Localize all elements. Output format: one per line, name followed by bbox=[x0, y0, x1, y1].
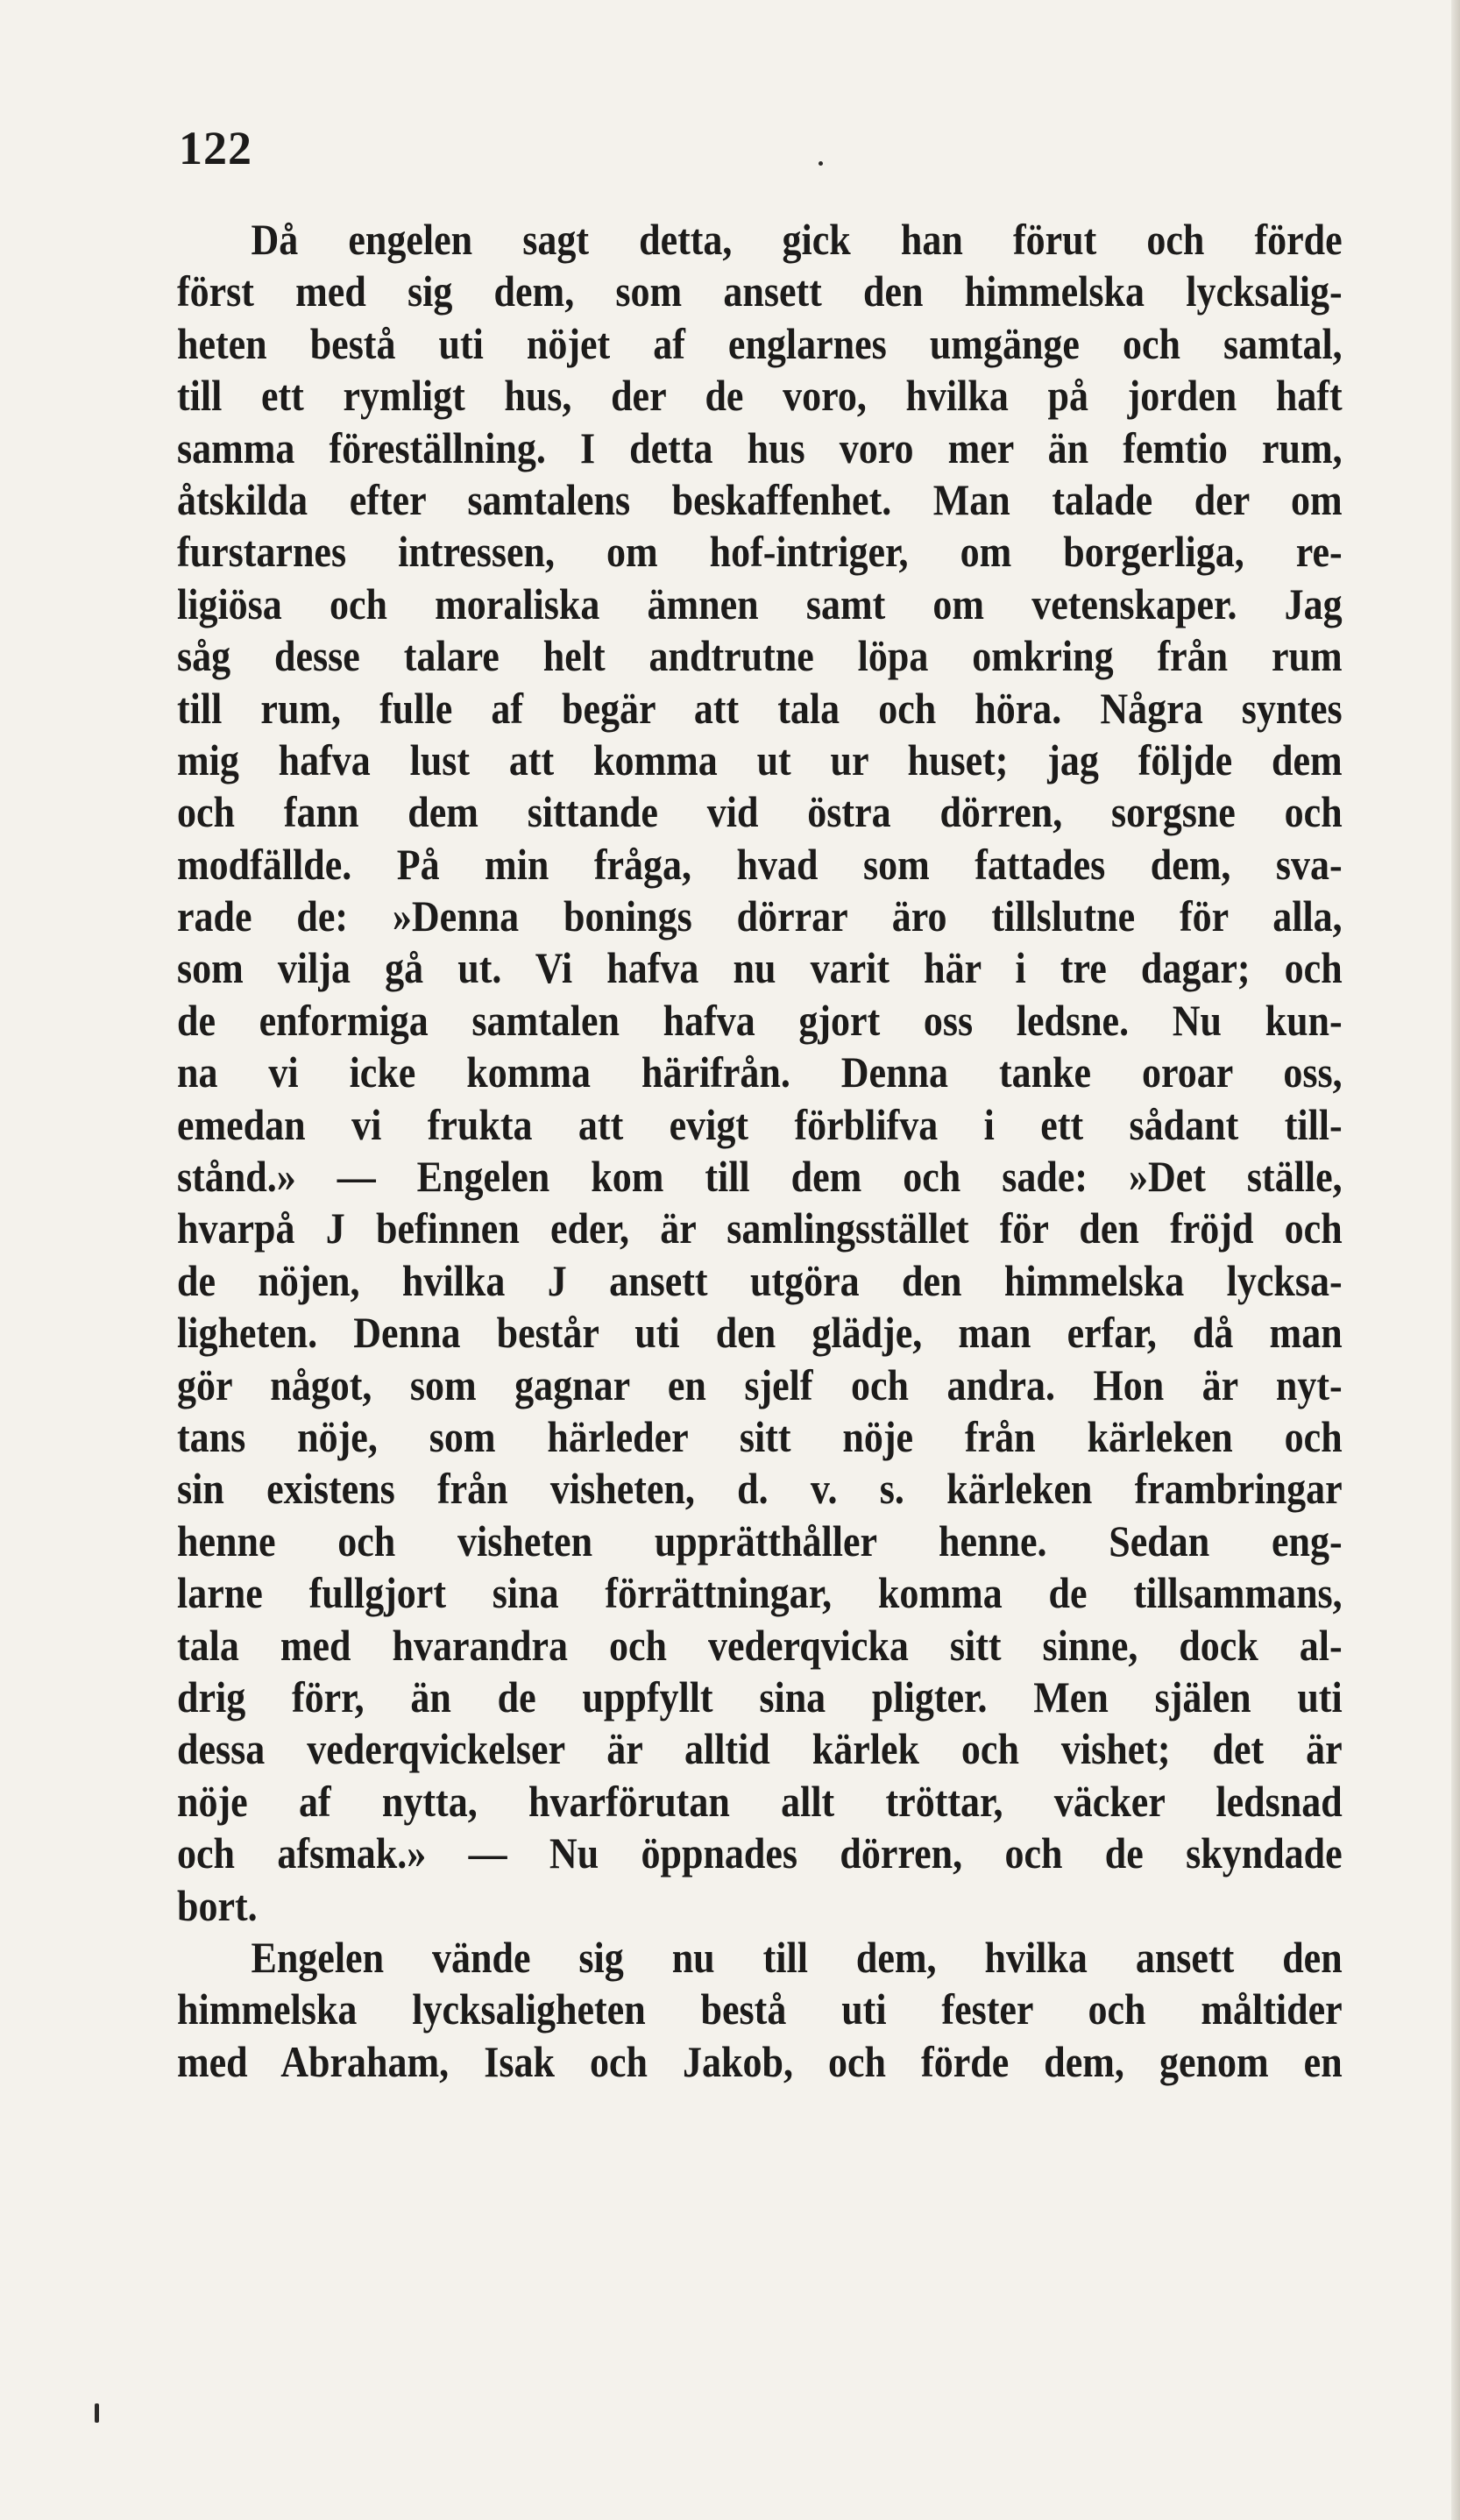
text-line: och fann dem sittande vid östra dörren, sorgsne och bbox=[177, 787, 1343, 837]
text-line: heten bestå uti nöjet af englarnes umgänge och samtal, bbox=[177, 318, 1343, 368]
text-line: tans nöje, som härleder sitt nöje från kärleken och bbox=[177, 1411, 1343, 1461]
text-line: furstarnes intressen, om hof-intriger, om borgerliga, re- bbox=[177, 527, 1343, 577]
text-line: de enformiga samtalen hafva gjort oss ledsne. Nu kun- bbox=[177, 995, 1343, 1045]
text-line: åtskilda efter samtalens beskaffenhet. Man talade der om bbox=[177, 474, 1343, 524]
body-text bbox=[177, 214, 1343, 2088]
text-line: nöje af nytta, hvarförutan allt tröttar, väcker ledsnad bbox=[177, 1776, 1343, 1826]
text-line: stånd.» — Engelen kom till dem och sade: »Det ställe, bbox=[177, 1152, 1343, 1202]
ink-speck bbox=[95, 2403, 99, 2423]
text-line: ligiösa och moraliska ämnen samt om vetenskaper. Jag bbox=[177, 579, 1343, 628]
text-line: bort. bbox=[177, 1880, 258, 1930]
text-line: larne fullgjort sina förrättningar, komma de tillsammans, bbox=[177, 1568, 1343, 1618]
text-line: och afsmak.» — Nu öppnades dörren, och de skyndade bbox=[177, 1828, 1343, 1878]
text-line: med Abraham, Isak och Jakob, och förde dem, genom en bbox=[177, 2036, 1343, 2086]
text-line: dessa vederqvickelser är alltid kärlek och vishet; det är bbox=[177, 1724, 1343, 1774]
text-line: till ett rymligt hus, der de voro, hvilka på jorden haft bbox=[177, 371, 1343, 421]
page-number: 122 bbox=[179, 122, 252, 174]
text-line: drig förr, än de uppfyllt sina pligter. Men själen uti bbox=[177, 1672, 1343, 1721]
text-line: sin existens från visheten, d. v. s. kärleken frambringar bbox=[177, 1464, 1343, 1514]
text-line: mig hafva lust att komma ut ur huset; jag följde dem bbox=[177, 735, 1343, 784]
text-line: såg desse talare helt andtrutne löpa omkring från rum bbox=[177, 631, 1343, 681]
text-line: Då engelen sagt detta, gick han förut och förde bbox=[251, 215, 1343, 264]
text-line: först med sig dem, som ansett den himmelska lycksalig- bbox=[177, 266, 1343, 316]
text-line: henne och visheten upprätthåller henne. Sedan eng- bbox=[177, 1516, 1343, 1565]
text-line: hvarpå J befinnen eder, är samlingsstället för den fröjd och bbox=[177, 1203, 1343, 1253]
text-line: na vi icke komma härifrån. Denna tanke oroar oss, bbox=[177, 1047, 1343, 1097]
text-line: emedan vi frukta att evigt förblifva i ett sådant till- bbox=[177, 1099, 1343, 1149]
text-line: ligheten. Denna består uti den glädje, man erfar, då man bbox=[177, 1308, 1343, 1358]
page-edge bbox=[1451, 0, 1460, 2520]
text-line: till rum, fulle af begär att tala och höra. Några syntes bbox=[177, 683, 1343, 733]
ink-speck bbox=[819, 161, 823, 166]
text-line: Engelen vände sig nu till dem, hvilka ansett den bbox=[251, 1932, 1343, 1982]
text-line: himmelska lycksaligheten bestå uti fester och måltider bbox=[177, 1984, 1343, 2034]
text-line: gör något, som gagnar en sjelf och andra. Hon är nyt- bbox=[177, 1359, 1343, 1409]
text-line: rade de: »Denna bonings dörrar äro tillslutne för alla, bbox=[177, 891, 1343, 941]
text-line: samma föreställning. I detta hus voro mer än femtio rum, bbox=[177, 422, 1343, 472]
text-line: tala med hvarandra och vederqvicka sitt sinne, dock al- bbox=[177, 1620, 1343, 1670]
text-line: modfällde. På min fråga, hvad som fattades dem, sva- bbox=[177, 839, 1343, 889]
text-line: som vilja gå ut. Vi hafva nu varit här i tre dagar; och bbox=[177, 943, 1343, 993]
text-line: de nöjen, hvilka J ansett utgöra den himmelska lycksa- bbox=[177, 1255, 1343, 1305]
